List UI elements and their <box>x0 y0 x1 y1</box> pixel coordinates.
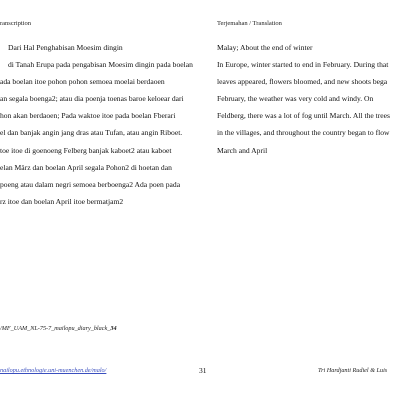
transcription-line: poeng atau dalam negri semoea berboenga2 Ada poen pada <box>0 179 181 189</box>
right-column-header: Terjemahan / Translation <box>217 20 282 27</box>
signature-number: 34 <box>110 325 117 332</box>
translation-line: leaves appeared, flowers bloomed, and new shoots bega <box>217 77 388 87</box>
footer-authors: Tri Hardjanti Rudiel & Luis <box>318 367 388 374</box>
translation-column <box>217 39 400 159</box>
page-footer <box>0 367 400 379</box>
transcription-line: elan März dan boelan April segala Pohon2 di hoetan dan <box>0 162 172 172</box>
transcription-line: hon akan berdaoen; Pada waktoe itoe pada boelan Fberari <box>0 111 176 121</box>
transcription-line: ada boelan itoe pohon pohon semoea moelai berdaoen <box>0 77 165 87</box>
archive-signature <box>0 325 117 332</box>
translation-line: In Europe, winter started to end in February. During that <box>217 60 389 70</box>
left-column-header: ranscription <box>0 20 32 27</box>
translation-line: in the villages, and throughout the country began to flow <box>217 128 390 138</box>
transcription-line: el dan banjak angin jang dras atau Tufan, atau angin Riboet. <box>0 128 183 138</box>
signature-prefix: /MF_UAM_NL-75-7_mailopu_diary_black_ <box>0 325 111 332</box>
transcription-line: di Tanah Erupa pada pengabisan Moesim dingin pada boelan <box>8 60 193 70</box>
transcription-line: an segala boenga2; atau dia poenja toenas baroe keloear dari <box>0 94 184 104</box>
translation-line: February, the weather was very cold and windy. On <box>217 94 374 104</box>
transcription-title: Dari Hal Penghabisan Moesim dingin <box>8 43 123 52</box>
translation-line: March and April <box>217 145 268 155</box>
transcription-line: toe itoe di goenoeng Felberg banjak kaboet2 atau kaboet <box>0 145 172 155</box>
footer-link[interactable]: nailopu.ethnologie.uni-muenchen.de/malo/ <box>0 367 107 374</box>
translation-title: Malay; About the end of winter <box>217 43 313 52</box>
page-number: 31 <box>199 366 207 375</box>
transcription-column <box>0 39 198 210</box>
transcription-line: rz itoe dan boelan April itoe bermatjam2 <box>0 196 124 206</box>
translation-line: Feldberg, there was a lot of fog until March. All the trees <box>217 111 390 121</box>
